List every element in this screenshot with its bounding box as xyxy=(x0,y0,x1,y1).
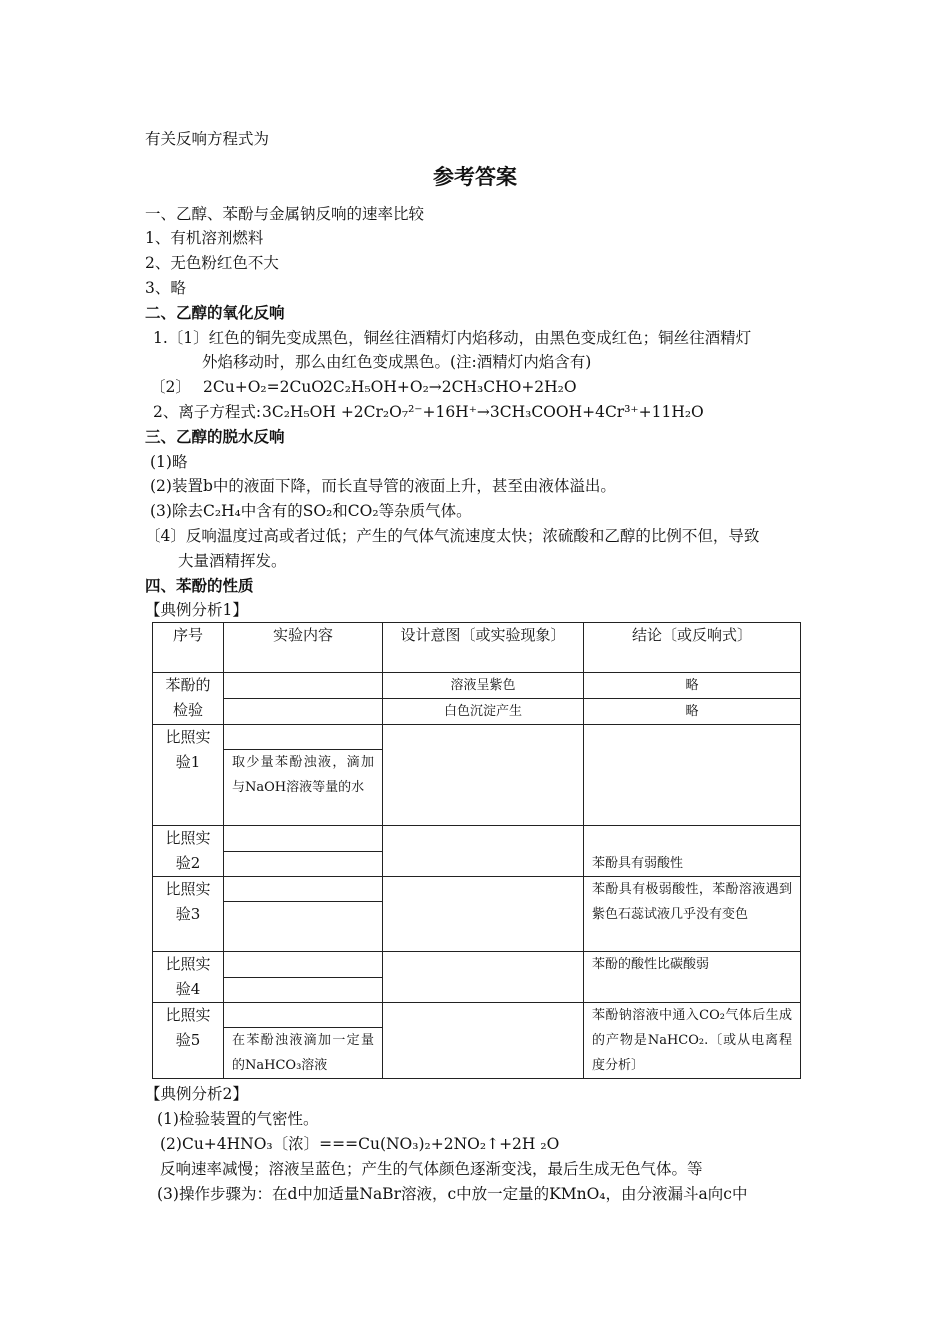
row-label-phenol-test: 苯酚的检验 xyxy=(153,673,224,725)
section3-item-1: (1)略 xyxy=(150,453,188,471)
table-cell-phenomenon: 白色沉淀产生 xyxy=(383,699,584,725)
case2-item-3: (3)操作步骤为：在d中加适量NaBr溶液，c中放一定量的KMnO₄，由分液漏斗a向c中 xyxy=(157,1185,748,1203)
header-index: 序号 xyxy=(153,623,224,673)
table-cell-empty xyxy=(224,877,383,902)
table-row xyxy=(153,699,801,725)
section2-q2-equation: 3C₂H₅OH +2Cr₂O₇²⁻+16H⁺→3CH₃COOH+4Cr³⁺+11H₂O xyxy=(262,403,704,421)
table-cell-conclusion: 苯酚具有极弱酸性，苯酚溶液遇到紫色石蕊试液几乎没有变色 xyxy=(584,877,801,952)
table-cell-conclusion: 略 xyxy=(584,699,801,725)
section2-q2-label: 2、离子方程式: xyxy=(153,403,262,421)
table-cell-empty xyxy=(224,977,383,1003)
section2-heading: 二、乙醇的氧化反响 xyxy=(145,303,285,322)
case-analysis-2-label: 【典例分析2】 xyxy=(145,1085,248,1103)
table-cell-empty xyxy=(224,826,383,852)
table-cell-empty xyxy=(383,952,584,1003)
table-row xyxy=(153,826,801,852)
case2-item-1: (1)检验装置的气密性。 xyxy=(157,1110,319,1128)
table-row xyxy=(153,1003,801,1028)
row-label-control-3: 比照实验3 xyxy=(153,877,224,952)
table-cell-empty xyxy=(224,952,383,978)
section1-item-3: 3、略 xyxy=(145,279,186,297)
section3-item-2: (2)装置b中的液面下降，而长直导管的液面上升，甚至由液体溢出。 xyxy=(150,477,616,495)
section2-q1-2-equation-1: 2Cu+O₂=2CuO xyxy=(203,378,325,396)
case2-item-2: (2)Cu+4HNO₃〔浓〕===Cu(NO₃)₂+2NO₂↑+2H ₂O xyxy=(160,1135,560,1153)
section4-heading: 四、苯酚的性质 xyxy=(145,576,254,595)
table-cell-empty xyxy=(224,725,383,750)
section2-q1-line2: 外焰移动时，那么由红色变成黑色。(注:酒精灯内焰含有) xyxy=(202,353,592,371)
table-row xyxy=(153,725,801,750)
table-cell-empty xyxy=(224,673,383,699)
table-cell-empty xyxy=(584,725,801,826)
section3-item-4-line1: 〔4〕反响温度过高或者过低；产生的气体气流速度太快；浓硫酸和乙醇的比例不但，导致 xyxy=(145,527,760,545)
experiment-table xyxy=(152,622,801,1079)
table-cell-conclusion: 略 xyxy=(584,673,801,699)
section2-q1-line1: 1.〔1〕红色的铜先变成黑色，铜丝往酒精灯内焰移动，由黑色变成红色；铜丝往酒精灯 xyxy=(153,329,752,347)
page-title: 参考答案 xyxy=(433,165,517,189)
section1-heading: 一、乙醇、苯酚与金属钠反响的速率比较 xyxy=(145,205,425,223)
row-label-control-2: 比照实验2 xyxy=(153,826,224,877)
header-conclusion: 结论〔或反响式〕 xyxy=(584,623,801,673)
table-cell-empty xyxy=(383,826,584,877)
section2-q1-2-label: 〔2〕 xyxy=(150,378,191,396)
table-cell-content: 取少量苯酚浊液，滴加与NaOH溶液等量的水 xyxy=(224,750,383,826)
table-cell-conclusion: 苯酚具有弱酸性 xyxy=(584,826,801,877)
table-cell-empty xyxy=(383,877,584,952)
table-cell-content: 在苯酚浊液滴加一定量的NaHCO₃溶液 xyxy=(224,1028,383,1079)
header-purpose: 设计意图〔或实验现象〕 xyxy=(383,623,584,673)
table-cell-empty xyxy=(224,1003,383,1028)
section2-q1-2-equation-2: 2C₂H₅OH+O₂→2CH₃CHO+2H₂O xyxy=(323,378,577,396)
case-analysis-1-label: 【典例分析1】 xyxy=(145,601,248,619)
intro-line: 有关反响方程式为 xyxy=(145,130,270,148)
table-cell-empty xyxy=(224,902,383,952)
table-row xyxy=(153,952,801,978)
table-row xyxy=(153,877,801,902)
section1-item-2: 2、无色粉红色不大 xyxy=(145,254,279,272)
table-cell-empty xyxy=(224,851,383,877)
case2-item-2-note: 反响速率减慢；溶液呈蓝色；产生的气体颜色逐渐变浅，最后生成无色气体。等 xyxy=(160,1160,703,1178)
table-cell-empty xyxy=(383,725,584,826)
table-cell-empty xyxy=(383,1003,584,1079)
table-row xyxy=(153,673,801,699)
row-label-control-1: 比照实验1 xyxy=(153,725,224,826)
table-cell-empty xyxy=(224,699,383,725)
header-content: 实验内容 xyxy=(224,623,383,673)
section1-item-1: 1、有机溶剂燃料 xyxy=(145,229,264,247)
row-label-control-4: 比照实验4 xyxy=(153,952,224,1003)
table-header-row xyxy=(153,623,801,673)
table-cell-phenomenon: 溶液呈紫色 xyxy=(383,673,584,699)
table-cell-conclusion: 苯酚钠溶液中通入CO₂气体后生成的产物是NaHCO₂.〔或从电离程度分析〕 xyxy=(584,1003,801,1079)
row-label-control-5: 比照实验5 xyxy=(153,1003,224,1079)
section3-heading: 三、乙醇的脱水反响 xyxy=(145,427,285,446)
table-cell-conclusion: 苯酚的酸性比碳酸弱 xyxy=(584,952,801,1003)
section3-item-4-line2: 大量酒精挥发。 xyxy=(178,552,287,570)
section3-item-3: (3)除去C₂H₄中含有的SO₂和CO₂等杂质气体。 xyxy=(150,502,472,520)
